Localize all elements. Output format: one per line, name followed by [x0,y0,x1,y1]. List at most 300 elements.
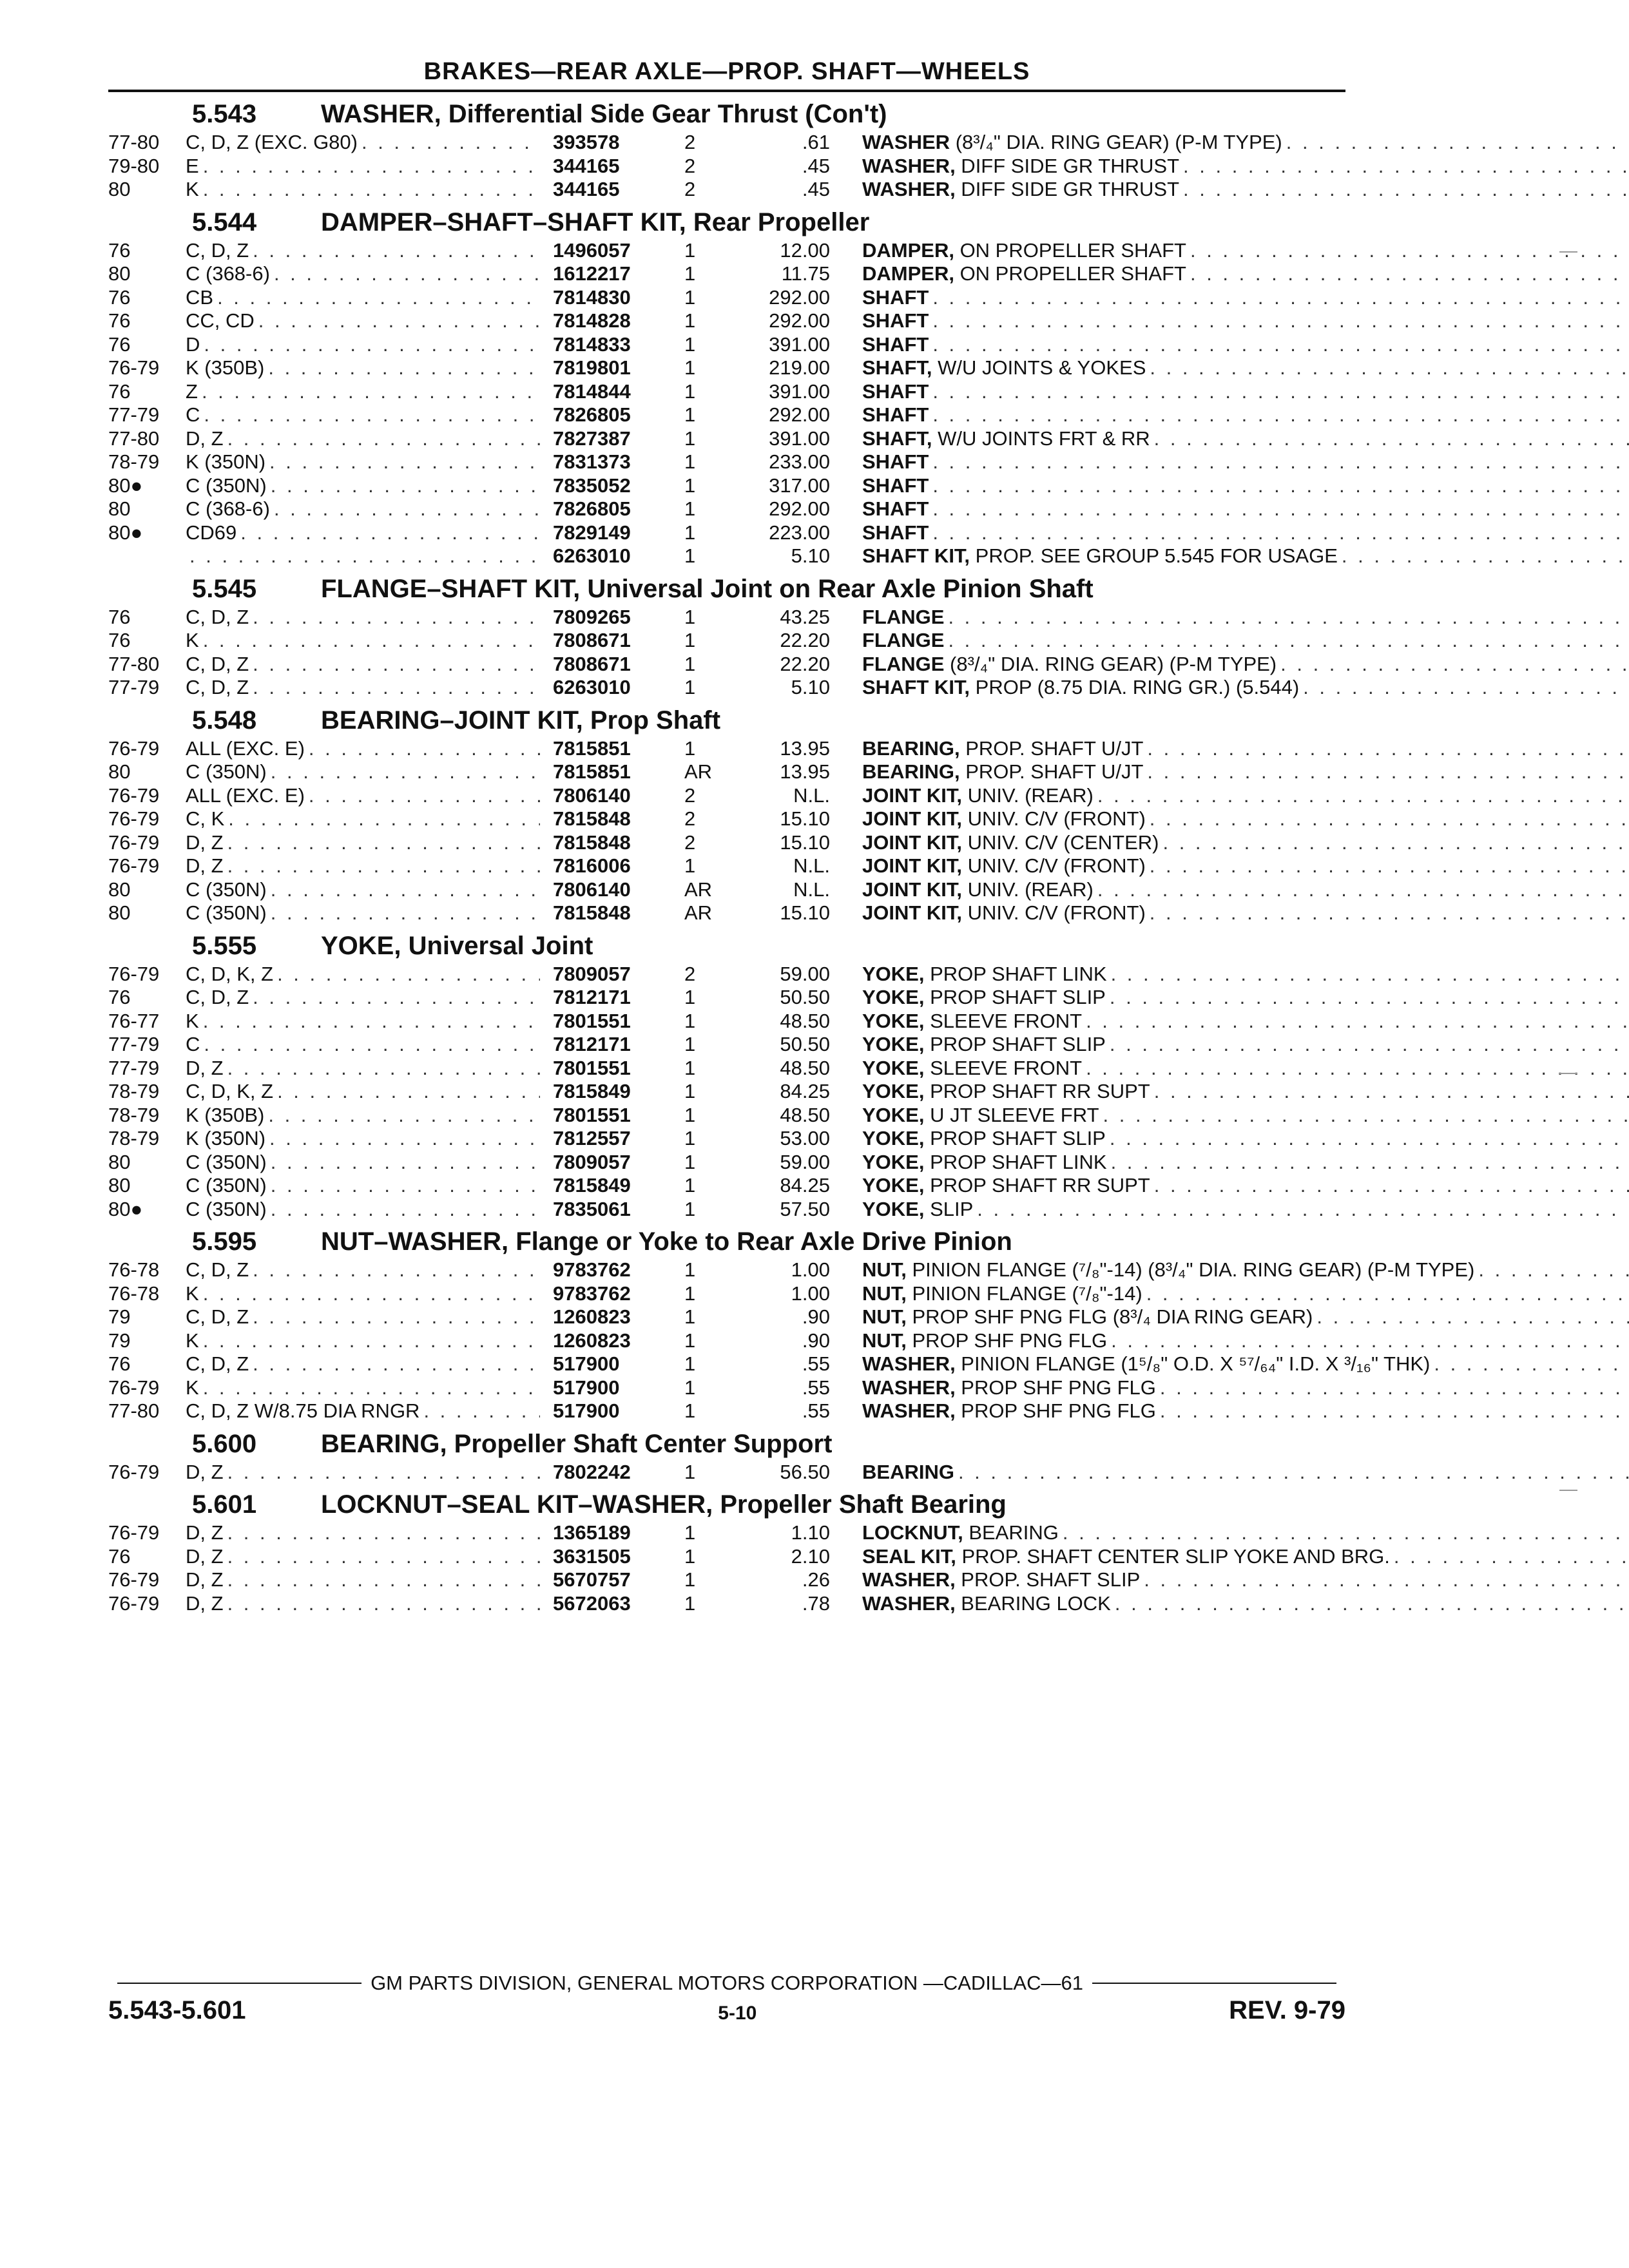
leader-dots [1140,1568,1629,1592]
model-applicability [186,380,553,404]
footer-rule-left [117,1983,361,1984]
description-name: SHAFT, [862,427,932,450]
leader-dots [944,606,1629,629]
quantity: 2 [684,962,696,985]
parts-catalog-page [108,58,1475,1615]
description-text [862,1258,1474,1282]
model-year: 76-79 [108,736,160,760]
leader-dots [1107,1329,1629,1353]
part-description [830,1399,1629,1423]
description-detail: PROP. SHAFT SLIP [955,1568,1141,1591]
part-number: 1612217 [553,262,631,285]
part-description [830,380,1629,404]
part-description [830,544,1629,568]
group-number: 5.544 [192,207,257,236]
part-row [108,1282,1345,1306]
part-number: 7814830 [553,285,631,309]
model-year: 76-79 [108,962,160,985]
model-year: 78-79 [108,1080,160,1102]
description-detail: PROP. SHAFT U/JT [959,760,1144,783]
model-applicability [186,653,553,677]
part-description [830,1080,1629,1104]
price: .61 [802,131,830,153]
model-applicability [186,760,553,784]
description-name: SHAFT [862,332,929,356]
leader-dots [253,676,540,700]
model-text: C, D, Z [186,676,249,698]
part-number: 7831373 [553,450,631,473]
description-detail: (8³/₄" DIA. RING GEAR) (P-M TYPE) [950,131,1282,153]
leader-dots [1299,676,1629,700]
description-text [862,807,1146,831]
quantity: 1 [684,1056,696,1079]
model-year: 77-79 [108,1056,160,1079]
price: 292.00 [769,309,830,332]
quantity: 1 [684,238,696,262]
quantity: 1 [684,1399,696,1422]
group-number: 5.595 [192,1227,257,1256]
model-applicability [186,131,553,155]
description-text [862,1376,1156,1400]
part-number: 1260823 [553,1329,631,1352]
price: .45 [802,178,830,200]
part-number: 1496057 [553,238,631,262]
part-row [108,1104,1345,1128]
description-name: JOINT KIT, [862,831,963,854]
model-text: K (350N) [186,1127,266,1149]
price: 12.00 [780,238,830,262]
group-title-text: NUT–WASHER, Flange or Yoke to Rear Axle Drive Pinion [321,1227,1012,1256]
part-description [830,239,1629,263]
model-applicability [186,1258,553,1282]
leader-dots [954,1461,1629,1485]
description-text [862,1127,1106,1151]
quantity: 1 [684,629,696,651]
leader-dots [271,474,540,498]
part-row [108,427,1345,451]
part-description [830,963,1629,986]
description-text [862,544,1338,568]
model-applicability [186,403,553,427]
part-row [108,784,1345,808]
description-detail: PINION FLANGE (⁷/₈"-14) [906,1282,1142,1305]
group-heading [192,206,1345,239]
model-year: 76-79 [108,1591,160,1615]
model-text: ALL (EXC. E) [186,783,305,807]
description-name: JOINT KIT, [862,878,963,901]
part-row [108,629,1345,653]
leader-dots [929,474,1629,498]
model-text: CB [186,285,214,309]
leader-dots [227,427,540,451]
part-row [108,1521,1345,1545]
leader-dots [1107,1151,1629,1175]
description-text [862,380,929,404]
price: 84.25 [780,1174,830,1196]
part-row [108,1057,1345,1081]
part-number: 6263010 [553,544,631,567]
group-title-text: BEARING, Propeller Shaft Center Support [321,1429,833,1458]
price: .90 [802,1329,830,1352]
description-name: LOCKNUT, [862,1521,963,1544]
description-name: WASHER, [862,1376,956,1399]
description-detail: PINION FLANGE (1⁵/₈" O.D. X ⁵⁷/₆₄" I.D. X ³/₁₆" THK) [955,1352,1431,1375]
leader-dots [929,380,1629,404]
model-text: C [186,403,200,426]
part-number: 7815848 [553,901,631,924]
price: 15.10 [780,901,830,924]
description-text [862,1329,1107,1353]
model-text: CC, CD [186,309,255,332]
leader-dots [423,1399,540,1423]
description-detail: PROP. SHAFT U/JT [959,736,1144,760]
price: 50.50 [780,986,830,1008]
leader-dots [204,403,540,427]
model-text: CD69 [186,521,237,544]
part-number: 7809057 [553,1150,631,1173]
leader-dots [1313,1305,1629,1329]
leader-dots [1156,1399,1629,1423]
parts-groups [108,97,1475,1615]
quantity: 1 [684,450,696,473]
model-applicability [186,1329,553,1353]
price: 2.10 [791,1544,830,1568]
model-applicability [186,1545,553,1569]
leader-dots [1179,155,1629,178]
leader-dots [309,737,540,761]
leader-dots [1082,1010,1629,1033]
description-detail: PROP SHF PNG FLG [906,1329,1108,1352]
leader-dots [1146,854,1629,878]
footer-page-number: 5-10 [718,2003,757,2024]
leader-dots [1186,262,1629,286]
price: .90 [802,1305,830,1328]
parts-group [108,1225,1475,1423]
group-number: 5.600 [192,1429,257,1458]
description-text [862,676,1299,700]
price: .45 [802,154,830,177]
quantity: 1 [684,1197,696,1220]
description-text [862,878,1094,902]
price: 15.10 [780,831,830,854]
part-row [108,986,1345,1010]
description-name: YOKE, [862,1127,925,1149]
group-number: 5.543 [192,100,257,128]
description-name: WASHER, [862,1352,956,1375]
quantity: AR [684,878,713,901]
part-row [108,807,1345,831]
margin-mark [1559,251,1577,253]
part-description [830,1057,1629,1081]
description-detail: ON PROPELLER SHAFT [954,238,1186,262]
leader-dots [203,1010,540,1033]
part-row [108,474,1345,498]
description-detail: UNIV. C/V (FRONT) [962,807,1146,830]
model-year: 78-79 [108,1103,160,1126]
description-text [862,986,1106,1010]
leader-dots [1159,831,1629,855]
part-row [108,1329,1345,1353]
model-applicability [186,309,553,333]
description-text [862,450,929,474]
model-year: 77-80 [108,1399,160,1422]
model-applicability [186,262,553,286]
model-text: D, Z [186,854,224,877]
price: .26 [802,1568,830,1591]
model-applicability [186,1376,553,1400]
model-year: 76-79 [108,854,160,877]
part-description [830,286,1629,310]
price: 391.00 [769,332,830,356]
part-number: 517900 [553,1376,620,1399]
description-text [862,629,944,653]
model-text: K (350B) [186,356,265,379]
description-text [862,309,929,333]
part-row [108,178,1345,202]
group-number: 5.548 [192,706,257,735]
part-number: 7816006 [553,854,631,877]
description-name: YOKE, [862,986,925,1008]
model-applicability [186,1521,553,1545]
quantity: 1 [684,652,696,675]
description-name: WASHER, [862,154,956,177]
description-text [862,1174,1150,1198]
group-title-text: YOKE, Universal Joint [321,931,593,960]
footer-group-range: 5.543-5.601 [108,1996,246,2024]
part-description [830,1352,1629,1376]
model-text: K [186,1329,199,1352]
model-year: 76-79 [108,831,160,854]
description-name: WASHER [862,131,950,153]
model-text: D [186,332,200,356]
price: 391.00 [769,380,830,403]
part-number: 7829149 [553,521,631,544]
quantity: 1 [684,676,696,698]
part-number: 7826805 [553,403,631,426]
part-number: 7827387 [553,427,631,450]
description-name: SHAFT [862,521,929,544]
model-applicability [186,1352,553,1376]
leader-dots [1106,1127,1629,1151]
model-text: C (350N) [186,878,267,901]
model-year: 78-79 [108,450,160,473]
model-applicability [186,356,553,380]
leader-dots [240,521,540,545]
part-row [108,1592,1345,1616]
leader-dots [1150,1080,1629,1104]
part-row [108,155,1345,178]
description-name: BEARING, [862,736,960,760]
part-number: 5670757 [553,1568,631,1591]
model-year: 77-80 [108,652,160,675]
model-year: 77-80 [108,427,160,450]
price: 219.00 [769,356,830,379]
leader-dots [227,1461,540,1485]
part-description [830,427,1629,451]
part-number: 7801551 [553,1103,631,1126]
description-text [862,131,1282,155]
model-text: K (350B) [186,1103,265,1126]
part-row [108,606,1345,629]
leader-dots [929,403,1629,427]
description-detail: PROP SHAFT SLIP [924,986,1106,1008]
leader-dots [274,497,540,521]
group-title-text: BEARING–JOINT KIT, Prop Shaft [321,706,721,735]
model-text: C, D, Z (EXC. G80) [186,131,358,153]
price: 391.00 [769,427,830,450]
price: 1.00 [791,1282,830,1305]
quantity: 1 [684,1521,696,1544]
description-text [862,427,1150,451]
quantity: 2 [684,131,696,153]
leader-dots [227,1057,540,1081]
part-number: 7808671 [553,652,631,675]
part-row [108,1544,1390,1569]
part-row [108,356,1345,380]
quantity: 2 [684,178,696,200]
part-description [830,1461,1629,1485]
model-text: C, D, Z [186,238,249,262]
group-number: 5.555 [192,931,257,960]
description-detail: PROP. SHAFT CENTER SLIP YOKE AND BRG. [956,1544,1390,1568]
model-applicability [186,1033,553,1057]
part-row [108,854,1345,878]
quantity: AR [684,901,713,924]
quantity: AR [684,760,713,783]
price: 50.50 [780,1033,830,1055]
description-text [862,1521,1059,1545]
quantity: 1 [684,1150,696,1173]
group-number: 5.545 [192,574,257,603]
group-heading [192,97,1345,131]
model-applicability [186,1057,553,1081]
model-text: C, D, Z [186,1305,249,1328]
price: .55 [802,1399,830,1422]
model-text: C (368-6) [186,262,270,285]
group-heading [192,1427,1345,1461]
description-name: BEARING, [862,760,960,783]
model-year: 80 [108,878,131,901]
description-name: SHAFT [862,309,929,332]
description-text [862,1461,954,1485]
page-footer [108,1972,1345,2025]
part-row [108,450,1345,474]
leader-dots [361,131,540,155]
part-number: 7814828 [553,309,631,332]
description-detail: PINION FLANGE (⁷/₈"-14) (8³/₄" DIA. RING GEAR) (P-M TYPE) [906,1258,1475,1281]
part-number: 7815851 [553,736,631,760]
part-description [830,1174,1629,1198]
description-text [862,1305,1313,1329]
parts-group [108,929,1345,1222]
model-year: 80 [108,901,131,924]
part-row [108,737,1345,761]
leader-dots [271,878,540,902]
part-description [830,831,1629,855]
part-number: 7806140 [553,783,631,807]
part-row [108,653,1345,677]
description-detail: UNIV. C/V (FRONT) [962,854,1146,877]
leader-dots [253,1258,540,1282]
price: 233.00 [769,450,830,473]
description-text [862,854,1146,878]
description-detail: UNIV. (REAR) [962,783,1094,807]
price: 5.10 [791,544,830,567]
group-heading [192,1225,1345,1258]
part-row [108,1198,1345,1222]
part-description [830,1545,1629,1569]
model-applicability [186,1104,553,1128]
description-name: DAMPER, [862,262,954,285]
description-name: YOKE, [862,1080,925,1102]
quantity: 1 [684,1305,696,1328]
leader-dots [1106,986,1629,1010]
group-heading [192,704,1345,737]
leader-dots [1094,878,1629,902]
quantity: 1 [684,736,696,760]
part-row [108,1376,1345,1400]
description-detail: DIFF SIDE GR THRUST [955,154,1180,177]
description-name: YOKE, [862,1174,925,1196]
model-text: C, D, K, Z [186,1080,274,1102]
description-text [862,521,929,545]
model-applicability [186,1305,553,1329]
description-name: BEARING [862,1460,954,1483]
description-text [862,1198,973,1222]
description-detail: BEARING [963,1521,1059,1544]
description-name: WASHER, [862,1568,956,1591]
model-text: C, K [186,807,225,830]
part-description [830,1127,1629,1151]
part-number: 6263010 [553,676,631,698]
quantity: 1 [684,521,696,544]
quantity: 2 [684,807,696,830]
part-number: 1260823 [553,1305,631,1328]
model-year: 76-78 [108,1258,160,1281]
description-name: SHAFT [862,403,929,426]
price: .55 [802,1376,830,1399]
price: .78 [802,1591,830,1615]
price: 292.00 [769,497,830,520]
part-row [108,1568,1345,1592]
quantity: 1 [684,1568,696,1591]
part-description [830,1329,1629,1353]
description-name: SEAL KIT, [862,1544,956,1568]
part-number: 344165 [553,178,620,200]
price: 59.00 [780,1150,830,1173]
description-name: WASHER, [862,1399,956,1422]
part-description [830,131,1629,155]
part-description [830,403,1629,427]
model-applicability [186,239,553,263]
model-text: K [186,1009,199,1032]
description-detail: UNIV. C/V (CENTER) [962,831,1159,854]
part-row [108,676,1345,700]
model-text: D, Z [186,1544,224,1568]
quantity: 1 [684,1329,696,1352]
model-text: C (350N) [186,1174,267,1196]
quantity: 1 [684,1591,696,1615]
description-text [862,901,1146,925]
price: 13.95 [780,760,830,783]
model-year: 76-78 [108,1282,160,1305]
model-applicability [186,450,553,474]
model-text: K [186,1376,199,1399]
model-year: 76-77 [108,1009,160,1032]
group-heading [192,572,1345,606]
leader-dots [253,1305,540,1329]
leader-dots [1146,356,1629,380]
